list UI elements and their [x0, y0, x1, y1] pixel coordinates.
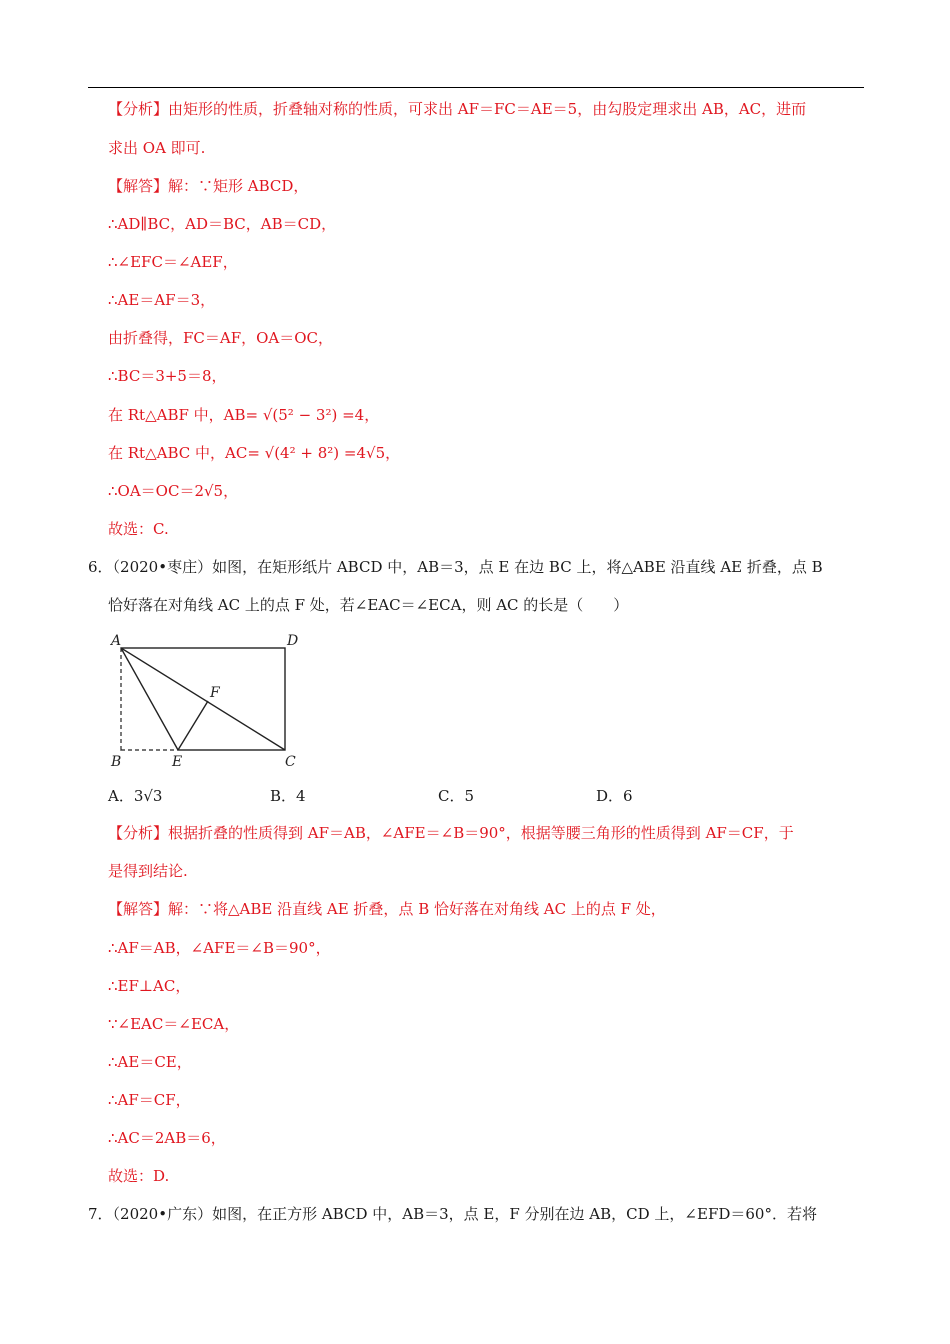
fold-line-ae [121, 648, 178, 750]
option-a[interactable]: A．3√3 [108, 787, 163, 805]
label-e: E [172, 754, 183, 770]
label-f: F [210, 685, 220, 701]
solution-step: ∴AE＝AF＝3， [108, 291, 216, 309]
diagonal-ac [121, 648, 285, 750]
analysis-line-1: 【分析】根据折叠的性质得到 AF＝AB，∠AFE＝∠B＝90°，根据等腰三角形的性质得到 AF＝CF，于 [108, 824, 794, 842]
solution-step: ∴AD∥BC，AD＝BC，AB＝CD， [108, 215, 337, 233]
analysis-line-2: 求出 OA 即可. [108, 139, 206, 157]
solution-step: ∴OA＝OC＝2√5， [108, 482, 239, 500]
answer-choice: 故选：C. [108, 520, 169, 538]
solution-heading: 【解答】解：∵矩形 ABCD， [108, 177, 309, 195]
label-a: A [111, 633, 122, 649]
question-7-line-1: 7．（2020•广东）如图，在正方形 ABCD 中，AB＝3，点 E，F 分别在边 AB，CD 上，∠EFD＝60°．若将 [88, 1205, 817, 1223]
option-c[interactable]: C．5 [438, 787, 475, 805]
label-c: C [285, 754, 296, 770]
solution-step: ∴AF＝AB，∠AFE＝∠B＝90°， [108, 939, 331, 957]
solution-step: ∵∠EAC＝∠ECA， [108, 1015, 240, 1033]
solution-step: ∴AF＝CF， [108, 1091, 191, 1109]
solution-step: 由折叠得，FC＝AF，OA＝OC， [108, 329, 334, 347]
solution-heading: 【解答】解：∵将△ABE 沿直线 AE 折叠，点 B 恰好落在对角线 AC 上的点 F 处， [108, 900, 666, 918]
option-d[interactable]: D．6 [596, 787, 633, 805]
solution-step: 在 Rt△ABF 中，AB= √(5² − 3²) =4， [108, 406, 380, 424]
solution-step: ∴∠EFC＝∠AEF， [108, 253, 238, 271]
header-rule [88, 87, 864, 88]
solution-step: ∴BC＝3+5＝8， [108, 367, 227, 385]
label-b: B [111, 754, 122, 770]
rectangle-fold-figure [108, 628, 308, 773]
option-b[interactable]: B．4 [270, 787, 306, 805]
solution-step: ∴AE＝CE， [108, 1053, 192, 1071]
question-6-line-1: 6．（2020•枣庄）如图，在矩形纸片 ABCD 中，AB＝3，点 E 在边 BC 上，将△ABE 沿直线 AE 折叠，点 B [88, 558, 823, 576]
label-d: D [287, 633, 299, 649]
answer-choice: 故选：D. [108, 1167, 170, 1185]
question-6-line-2: 恰好落在对角线 AC 上的点 F 处，若∠EAC＝∠ECA，则 AC 的长是（ ） [108, 596, 629, 614]
analysis-line-2: 是得到结论. [108, 862, 188, 880]
segment-ef [178, 701, 208, 750]
solution-step: 在 Rt△ABC 中，AC= √(4² + 8²) =4√5， [108, 444, 401, 462]
analysis-line-1: 【分析】由矩形的性质，折叠轴对称的性质，可求出 AF＝FC＝AE＝5，由勾股定理求出 AB，AC，进而 [108, 100, 807, 118]
solution-step: ∴AC＝2AB＝6， [108, 1129, 226, 1147]
solution-step: ∴EF⊥AC， [108, 977, 191, 995]
